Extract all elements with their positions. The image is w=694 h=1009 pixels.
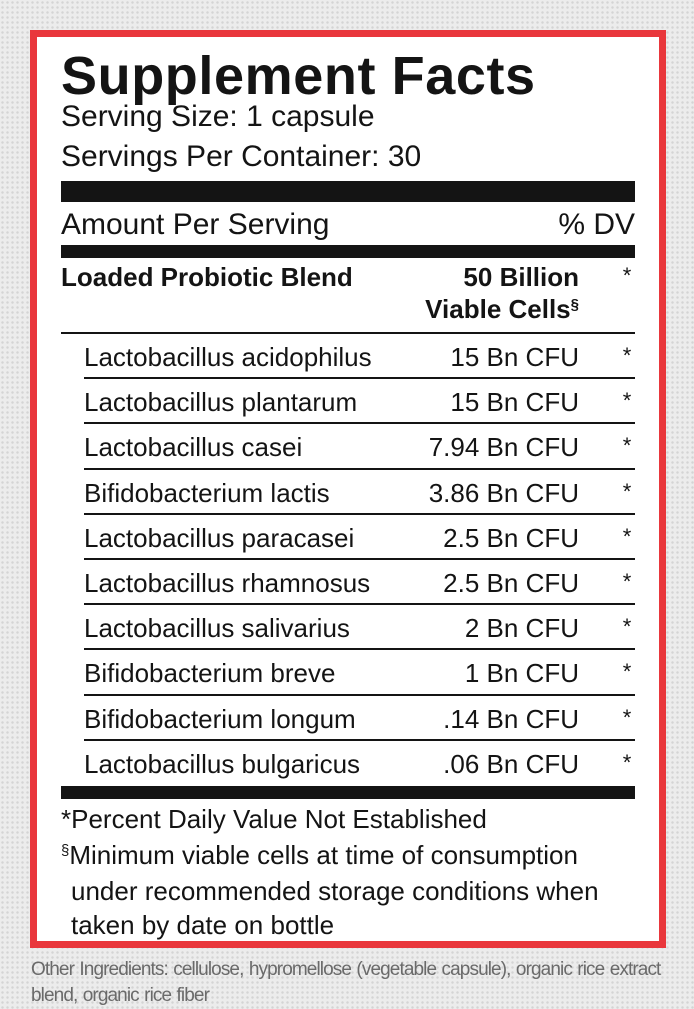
- thick-divider-middle: [61, 245, 635, 258]
- footnote-dv: *Percent Daily Value Not Established: [61, 804, 487, 834]
- ingredient-list: [61, 334, 635, 786]
- ingredient-row: [61, 560, 635, 605]
- footnote-viable-line1: [61, 839, 578, 871]
- ingredient-row: [61, 605, 635, 650]
- ingredient-amount: 15 Bn CFU: [450, 342, 579, 372]
- ingredient-name: Lactobacillus rhamnosus: [84, 567, 371, 598]
- ingredient-dv-star: *: [622, 659, 632, 685]
- supplement-facts-content: [61, 37, 635, 941]
- ingredient-amount: .06 Bn CFU: [443, 748, 579, 779]
- ingredient-dv-star: *: [622, 523, 632, 549]
- ingredient-amount: 2 Bn CFU: [464, 613, 579, 644]
- amount-per-serving-label: Amount Per Serving: [61, 208, 330, 241]
- blend-amount: [425, 261, 579, 325]
- ingredient-row: [61, 334, 635, 379]
- amount-header-row: [61, 207, 635, 243]
- ingredient-name: Lactobacillus plantarum: [84, 387, 358, 418]
- ingredient-row: [61, 515, 635, 560]
- ingredient-dv-star: *: [622, 749, 632, 775]
- ingredient-row: [61, 650, 635, 695]
- ingredient-row: [61, 379, 635, 424]
- ingredient-name: Lactobacillus acidophilus: [84, 342, 372, 372]
- footnote-viable-line3: taken by date on bottle: [71, 910, 335, 940]
- ingredient-name: Bifidobacterium breve: [84, 658, 336, 689]
- blend-name: Loaded Probiotic Blend: [61, 262, 353, 292]
- ingredient-amount: 3.86 Bn CFU: [428, 477, 579, 508]
- footnote-viable-line1-text: Minimum viable cells at time of consumption: [69, 840, 578, 870]
- ingredient-dv-star: *: [622, 433, 632, 459]
- blend-dv-star: *: [622, 263, 632, 288]
- ingredient-dv-star: *: [622, 614, 632, 640]
- ingredient-dv-star: *: [622, 704, 632, 730]
- other-ingredients-text: Other Ingredients: cellulose, hypromellose (vegetable capsule), organic rice extract blend, organic rice fiber: [31, 959, 661, 1006]
- ingredient-name: Lactobacillus casei: [84, 432, 303, 463]
- ingredient-amount: .14 Bn CFU: [443, 703, 579, 734]
- servings-per-container: Servings Per Container: 30: [61, 140, 422, 173]
- ingredient-name: Lactobacillus salivarius: [84, 613, 350, 644]
- ingredient-name: Lactobacillus bulgaricus: [84, 748, 361, 779]
- ingredient-row: [61, 696, 635, 741]
- serving-size: Serving Size: 1 capsule: [61, 100, 375, 133]
- panel-title: Supplement Facts: [61, 46, 536, 106]
- dv-header: % DV: [558, 208, 635, 241]
- ingredient-name: Bifidobacterium lactis: [84, 477, 330, 508]
- ingredient-row: [61, 741, 635, 786]
- thick-divider-top: [61, 181, 635, 202]
- blend-amount-line2: [425, 293, 579, 325]
- thick-divider-bottom: [61, 786, 635, 799]
- ingredient-row: [61, 424, 635, 469]
- ingredient-dv-star: *: [622, 568, 632, 594]
- section-mark: §: [570, 296, 579, 313]
- ingredient-amount: 2.5 Bn CFU: [443, 567, 579, 598]
- ingredient-amount: 15 Bn CFU: [450, 387, 579, 418]
- ingredient-amount: 1 Bn CFU: [464, 658, 579, 689]
- ingredient-amount: 2.5 Bn CFU: [443, 522, 579, 553]
- ingredient-name: Bifidobacterium longum: [84, 703, 356, 734]
- blend-amount-line1: 50 Billion: [463, 262, 579, 292]
- footnote-viable-line2: under recommended storage conditions when: [71, 876, 599, 906]
- supplement-facts-panel: [30, 30, 666, 948]
- ingredient-dv-star: *: [622, 478, 632, 504]
- blend-amount-line2-text: Viable Cells: [425, 294, 571, 324]
- ingredient-name: Lactobacillus paracasei: [84, 522, 355, 553]
- ingredient-row: [61, 470, 635, 515]
- ingredient-dv-star: *: [622, 343, 632, 368]
- ingredient-amount: 7.94 Bn CFU: [428, 432, 579, 463]
- ingredient-dv-star: *: [622, 388, 632, 414]
- footnote-section-mark: §: [61, 842, 70, 859]
